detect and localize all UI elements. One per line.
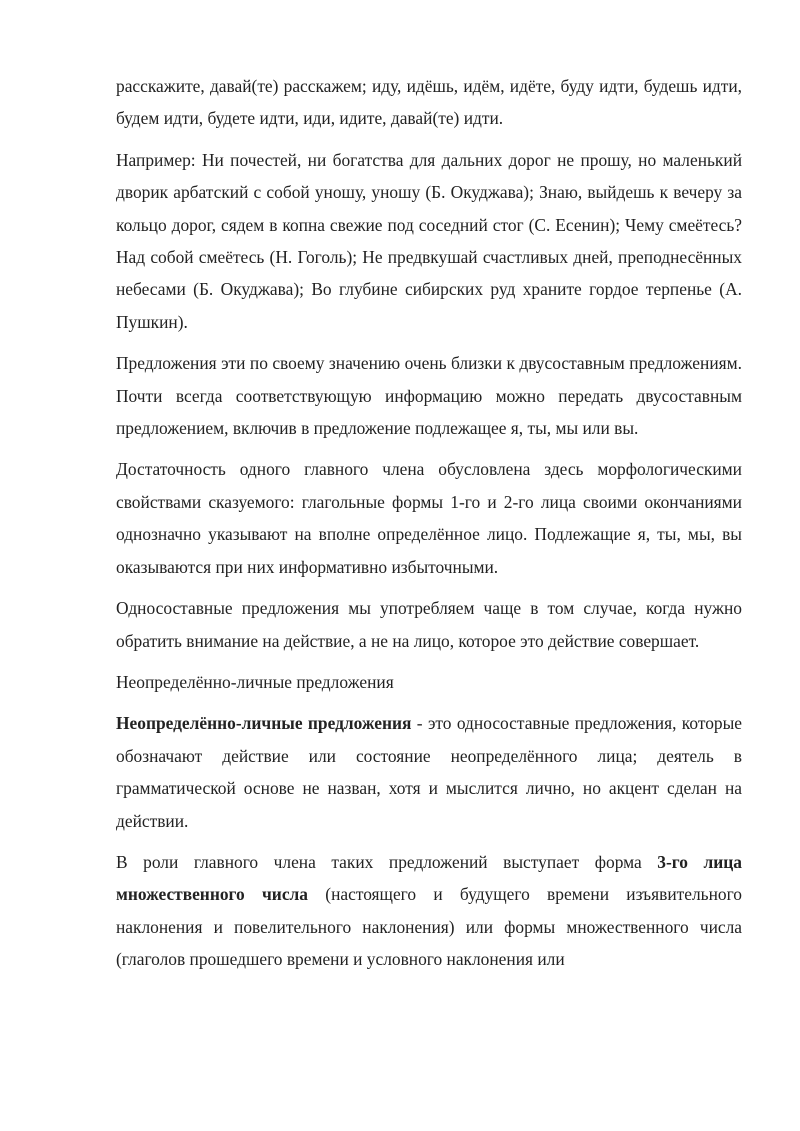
paragraph-sufficiency: Достаточность одного главного члена обусловлена здесь морфологическими свойствами сказуемого: глагольные формы 1-го и 2-го лица своими окончаниями однозначно указывают на вполне определённое лицо. Подлежащие я, ты, мы, вы оказываются при них информативно избыточными.	[116, 459, 742, 577]
main-member-text-end: (настоящего и будущего времени изъявительного наклонения и повелительного наклонения) или формы множественного числа (глаголов прошедшего времени и условного наклонения или	[116, 884, 743, 970]
paragraph-two-part-similarity: Предложения эти по своему значению очень близки к двусоставным предложениям. Почти всегда соответствующую информацию можно передать двусоставным предложением, включив в предложение подлежащее я, ты, мы или вы.	[116, 353, 742, 439]
paragraph-definition	[116, 707, 742, 837]
paragraph-verb-forms: расскажите, давай(те) расскажем; иду, идёшь, идём, идёте, буду идти, будешь идти, будем идти, будете идти, иди, идите, давай(те) идти.	[116, 76, 742, 129]
document-page	[116, 70, 742, 985]
paragraph-usage: Односоставные предложения мы употребляем чаще в том случае, когда нужно обратить внимание на действие, а не на лицо, которое это действие совершает.	[116, 598, 742, 651]
main-member-form: 3-го лица множественного числа	[116, 851, 742, 905]
definition-text: - это односоставные предложения, которые обозначают действие или состояние неопределённого лица; деятель в грамматической основе не назван, хотя и мыслится лично, но акцент сделан на действии.	[116, 713, 743, 831]
definition-term: Неопределённо-личные предложения	[116, 713, 412, 734]
section-heading: Неопределённо-личные предложения	[116, 671, 394, 692]
paragraph-main-member	[116, 846, 742, 976]
main-member-text-start: В роли главного члена таких предложений выступает форма	[116, 851, 658, 872]
paragraph-examples: Например: Ни почестей, ни богатства для дальних дорог не прошу, но маленький дворик арбатский с собой уношу, уношу (Б. Окуджава); Знаю, выйдешь к вечеру за кольцо дорог, сядем в копна свежие под соседний стог (С. Есенин); Чему смеётесь? Над собой смеётесь (Н. Гоголь); Не предвкушай счастливых дней, преподнесённых небесами (Б. Окуджава); Во глубине сибирских руд храните гордое терпенье (А. Пушкин).	[116, 149, 742, 332]
